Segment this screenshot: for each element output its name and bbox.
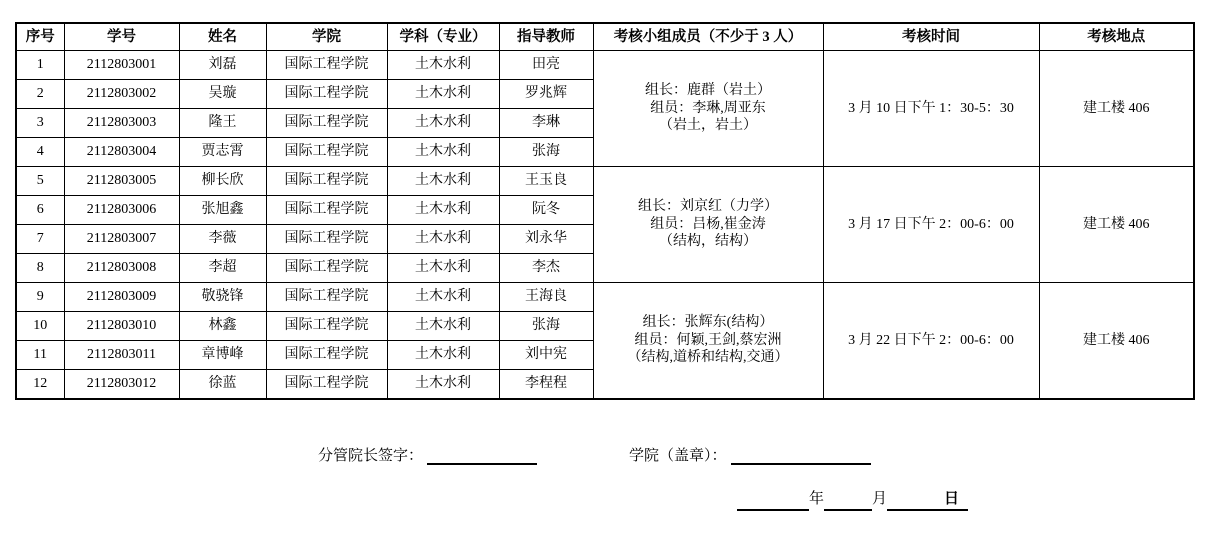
cell-assess-time: 3 月 17 日下午 2：00-6：00	[823, 167, 1039, 283]
header-student-id: 学号	[64, 23, 179, 51]
header-group-members: 考核小组成员（不少于 3 人）	[593, 23, 823, 51]
cell-major: 土木水利	[387, 225, 499, 254]
group-leader-line: 组长：张辉东(结构）	[642, 315, 774, 330]
cell-college: 国际工程学院	[266, 167, 387, 196]
cell-no: 4	[16, 138, 64, 167]
group-majors-line: （结构，结构）	[659, 234, 757, 250]
header-assess-location: 考核地点	[1039, 23, 1194, 51]
cell-student-id: 2112803001	[64, 51, 179, 80]
header-college: 学院	[266, 23, 387, 51]
group-members-line: 组员：何颖,王剑,蔡宏洲	[634, 332, 782, 348]
cell-advisor: 李琳	[499, 109, 593, 138]
cell-no: 10	[16, 312, 64, 341]
cell-major: 土木水利	[387, 167, 499, 196]
cell-college: 国际工程学院	[266, 341, 387, 370]
cell-advisor: 刘中宪	[499, 341, 593, 370]
cell-college: 国际工程学院	[266, 312, 387, 341]
cell-major: 土木水利	[387, 341, 499, 370]
cell-name: 敬骁锋	[179, 283, 266, 312]
date-row	[737, 487, 968, 511]
cell-no: 9	[16, 283, 64, 312]
cell-assess-location: 建工楼 406	[1039, 283, 1194, 399]
cell-college: 国际工程学院	[266, 225, 387, 254]
group-majors-line: （结构,道桥和结构,交通）	[627, 350, 789, 365]
cell-name: 徐蓝	[179, 370, 266, 399]
header-name: 姓名	[179, 23, 266, 51]
year-blank	[737, 494, 809, 511]
college-seal-blank	[731, 448, 871, 465]
cell-major: 土木水利	[387, 312, 499, 341]
group-majors-line: （岩土，岩土）	[659, 118, 757, 134]
header-major: 学科（专业）	[387, 23, 499, 51]
cell-no: 2	[16, 80, 64, 109]
cell-name: 林鑫	[179, 312, 266, 341]
year-label: 年	[809, 491, 825, 507]
month-blank	[824, 494, 872, 511]
cell-advisor: 李杰	[499, 254, 593, 283]
cell-no: 8	[16, 254, 64, 283]
cell-major: 土木水利	[387, 138, 499, 167]
cell-assess-time: 3 月 22 日下午 2：00-6：00	[823, 283, 1039, 399]
cell-college: 国际工程学院	[266, 254, 387, 283]
cell-name: 李超	[179, 254, 266, 283]
cell-student-id: 2112803011	[64, 341, 179, 370]
signature-row	[318, 444, 871, 465]
cell-name: 隆王	[179, 109, 266, 138]
cell-no: 11	[16, 341, 64, 370]
table-row	[16, 283, 1194, 312]
cell-advisor: 王玉良	[499, 167, 593, 196]
cell-no: 1	[16, 51, 64, 80]
cell-major: 土木水利	[387, 370, 499, 399]
cell-student-id: 2112803009	[64, 283, 179, 312]
group-leader-line: 组长：刘京红（力学）	[638, 199, 778, 215]
cell-group-members	[593, 167, 823, 283]
cell-student-id: 2112803006	[64, 196, 179, 225]
cell-name: 章博峰	[179, 341, 266, 370]
cell-advisor: 王海良	[499, 283, 593, 312]
cell-name: 刘磊	[179, 51, 266, 80]
cell-advisor: 罗兆辉	[499, 80, 593, 109]
cell-college: 国际工程学院	[266, 80, 387, 109]
cell-group-members	[593, 283, 823, 399]
dean-sign-label: 分管院长签字：	[318, 448, 424, 464]
cell-student-id: 2112803010	[64, 312, 179, 341]
cell-student-id: 2112803004	[64, 138, 179, 167]
cell-no: 12	[16, 370, 64, 399]
cell-name: 李薇	[179, 225, 266, 254]
cell-name: 贾志霄	[179, 138, 266, 167]
cell-assess-location: 建工楼 406	[1039, 167, 1194, 283]
cell-college: 国际工程学院	[266, 283, 387, 312]
cell-advisor: 张海	[499, 312, 593, 341]
cell-group-members	[593, 51, 823, 167]
header-no: 序号	[16, 23, 64, 51]
cell-college: 国际工程学院	[266, 196, 387, 225]
cell-no: 6	[16, 196, 64, 225]
cell-name: 张旭鑫	[179, 196, 266, 225]
cell-major: 土木水利	[387, 109, 499, 138]
cell-major: 土木水利	[387, 80, 499, 109]
cell-student-id: 2112803002	[64, 80, 179, 109]
cell-college: 国际工程学院	[266, 370, 387, 399]
table-row	[16, 167, 1194, 196]
header-advisor: 指导教师	[499, 23, 593, 51]
cell-name: 柳长欣	[179, 167, 266, 196]
cell-advisor: 阮冬	[499, 196, 593, 225]
cell-college: 国际工程学院	[266, 109, 387, 138]
cell-no: 3	[16, 109, 64, 138]
dean-signature-blank	[427, 448, 537, 465]
day-blank	[887, 494, 935, 511]
day-label: 日	[935, 487, 968, 511]
cell-major: 土木水利	[387, 51, 499, 80]
header-assess-time: 考核时间	[823, 23, 1039, 51]
cell-no: 5	[16, 167, 64, 196]
group-leader-line: 组长：鹿群（岩土）	[645, 83, 771, 99]
header-row	[16, 23, 1194, 51]
cell-major: 土木水利	[387, 283, 499, 312]
cell-advisor: 田亮	[499, 51, 593, 80]
group-members-line: 组员：李琳,周亚东	[650, 100, 766, 116]
cell-no: 7	[16, 225, 64, 254]
cell-student-id: 2112803005	[64, 167, 179, 196]
table-row	[16, 51, 1194, 80]
cell-college: 国际工程学院	[266, 51, 387, 80]
cell-student-id: 2112803012	[64, 370, 179, 399]
cell-college: 国际工程学院	[266, 138, 387, 167]
cell-student-id: 2112803007	[64, 225, 179, 254]
month-label: 月	[872, 491, 888, 507]
cell-advisor: 李程程	[499, 370, 593, 399]
cell-advisor: 张海	[499, 138, 593, 167]
cell-student-id: 2112803003	[64, 109, 179, 138]
cell-student-id: 2112803008	[64, 254, 179, 283]
cell-advisor: 刘永华	[499, 225, 593, 254]
cell-assess-location: 建工楼 406	[1039, 51, 1194, 167]
group-members-line: 组员：吕杨,崔金涛	[650, 216, 766, 232]
cell-major: 土木水利	[387, 254, 499, 283]
college-seal-label: 学院（盖章）：	[629, 448, 727, 464]
cell-major: 土木水利	[387, 196, 499, 225]
cell-assess-time: 3 月 10 日下午 1：30-5：30	[823, 51, 1039, 167]
cell-name: 吴璇	[179, 80, 266, 109]
assessment-table	[15, 22, 1195, 400]
